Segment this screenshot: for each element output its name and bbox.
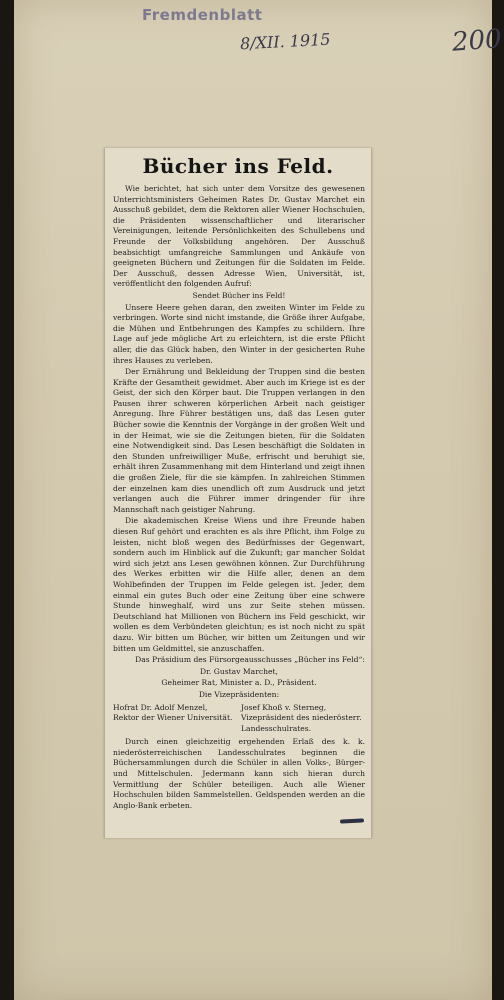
vice-left-title: Rektor der Wiener Universität.: [113, 713, 233, 723]
article-paragraph-3: Die akademischen Kreise Wiens und ihre Freunde haben diesen Ruf gehört und erachten es als ihre Pflicht, ihm Folge zu leisten, nicht bloß wegen des Bedürfnisses der Gegenwart, sondern auch im Hinblick auf die Zukunft; gar mancher Soldat wird sich jetzt ans Lesen gewöhnen können. Zur Durchführung des Werkes erbitten wir die Hilfe aller, denen an dem Wohlbefinden der Truppen im Felde gelegen ist. Jeder, dem einmal ein gutes Buch oder eine Zeitung über eine schwere Stunde hinweghalf, wird uns zur Seite stehen müssen. Deutschland hat Millionen von Büchern ins Feld geschickt, wir wollen es dem Verbündeten gleichtun; es ist noch nicht zu spät dazu. Wir bitten um Bücher, wir bitten um Zeitungen und wir bitten um Geldmittel, sie anzuschaffen.: [113, 516, 365, 653]
vice-presidents: [113, 703, 365, 735]
newspaper-clipping: [104, 148, 372, 838]
article-call: Sendet Bücher ins Feld!: [192, 290, 286, 300]
vice-right-title: Vizepräsident des niederösterr. Landesschulrates.: [241, 713, 362, 733]
vice-president-right: [241, 703, 365, 735]
newspaper-stamp: Fremdenblatt: [142, 6, 263, 24]
vice-left-name: Hofrat Dr. Adolf Menzel,: [113, 702, 208, 712]
president-name: Dr. Gustav Marchet,: [200, 666, 278, 676]
vice-right-name: Josef Khoß v. Sterneg,: [241, 702, 327, 712]
vice-presidents-heading: Die Vizepräsidenten:: [198, 689, 280, 699]
presidium-line: Das Präsidium des Fürsorgeausschusses „Bücher ins Feld“:: [135, 655, 365, 665]
article-headline: Bücher ins Feld.: [142, 154, 334, 178]
article-body: [113, 184, 365, 812]
handwritten-number: 200: [451, 24, 503, 58]
article-closing: Durch einen gleichzeitig ergehenden Erlaß des k. k. niederösterreichischen Landesschulrates beginnen die Büchersammlungen durch die Schüler in allen Volks-, Bürger- und Mittelschulen. Jedermann kann sich hieran durch Vermittlung der Schüler beteiligen. Auch alle Wiener Hochschulen bilden Sammelstellen. Geldspenden werden an die Anglo-Bank erbeten.: [113, 737, 365, 810]
president-title: Geheimer Rat, Minister a. D., Präsident.: [161, 678, 317, 688]
handwritten-date: 8/XII. 1915: [239, 29, 331, 54]
article-paragraph-2: Der Ernährung und Bekleidung der Truppen sind die besten Kräfte der Gesamtheit gewidmet. Aber auch im Kriege ist es der Geist, der sich den Körper baut. Die Truppen verlangen in den Pausen ihrer schweren körperlichen Arbeit nach geistiger Anregung. Ihre Führer bestätigen uns, daß das Lesen guter Bücher sowie die Kenntnis der Vorgänge in der großen Welt und in der Heimat, wie sie die Zeitungen bieten, für die Soldaten eine Notwendigkeit sind. Das Lesen beschäftigt die Soldaten in den Stunden unfreiwilliger Muße, erfrischt und beruhigt sie, erhält ihren Zusammenhang mit dem Hinterland und zeigt ihnen die großen Ziele, für die sie kämpfen. In zahlreichen Stimmen der einzelnen kam dies unendlich oft zum Ausdruck und jetzt verlangen auch die Führer immer dringender für ihre Mannschaft nach geistiger Nahrung.: [113, 367, 365, 514]
article-paragraph-1: Unsere Heere gehen daran, den zweiten Winter im Felde zu verbringen. Worte sind nicht imstande, die Größe ihrer Aufgabe, die Mühen und Entbehrungen des Kampfes zu schildern. Ihre Lage auf jede mögliche Art zu erleichtern, ist die erste Pflicht aller, die das Glück haben, den Winter in der gesicherten Ruhe ihres Hauses zu verleben.: [113, 302, 365, 365]
vice-president-left: [113, 703, 237, 735]
article-intro: Wie berichtet, hat sich unter dem Vorsitze des gewesenen Unterrichtsministers Geheimen Rates Dr. Gustav Marchet ein Ausschuß gebildet, dem die Rektoren aller Wiener Hochschulen, die Präsidenten wissenschaftlicher und literarischer Vereinigungen, leitende Persönlichkeiten des Schullebens und Freunde der Volksbildung angehören. Der Ausschuß beabsichtigt umfangreiche Sammlungen und Ankäufe von geeigneten Büchern und Zeitungen für die Soldaten im Felde. Der Ausschuß, dessen Adresse Wien, Universität, ist, veröffentlicht den folgenden Aufruf:: [113, 184, 365, 289]
